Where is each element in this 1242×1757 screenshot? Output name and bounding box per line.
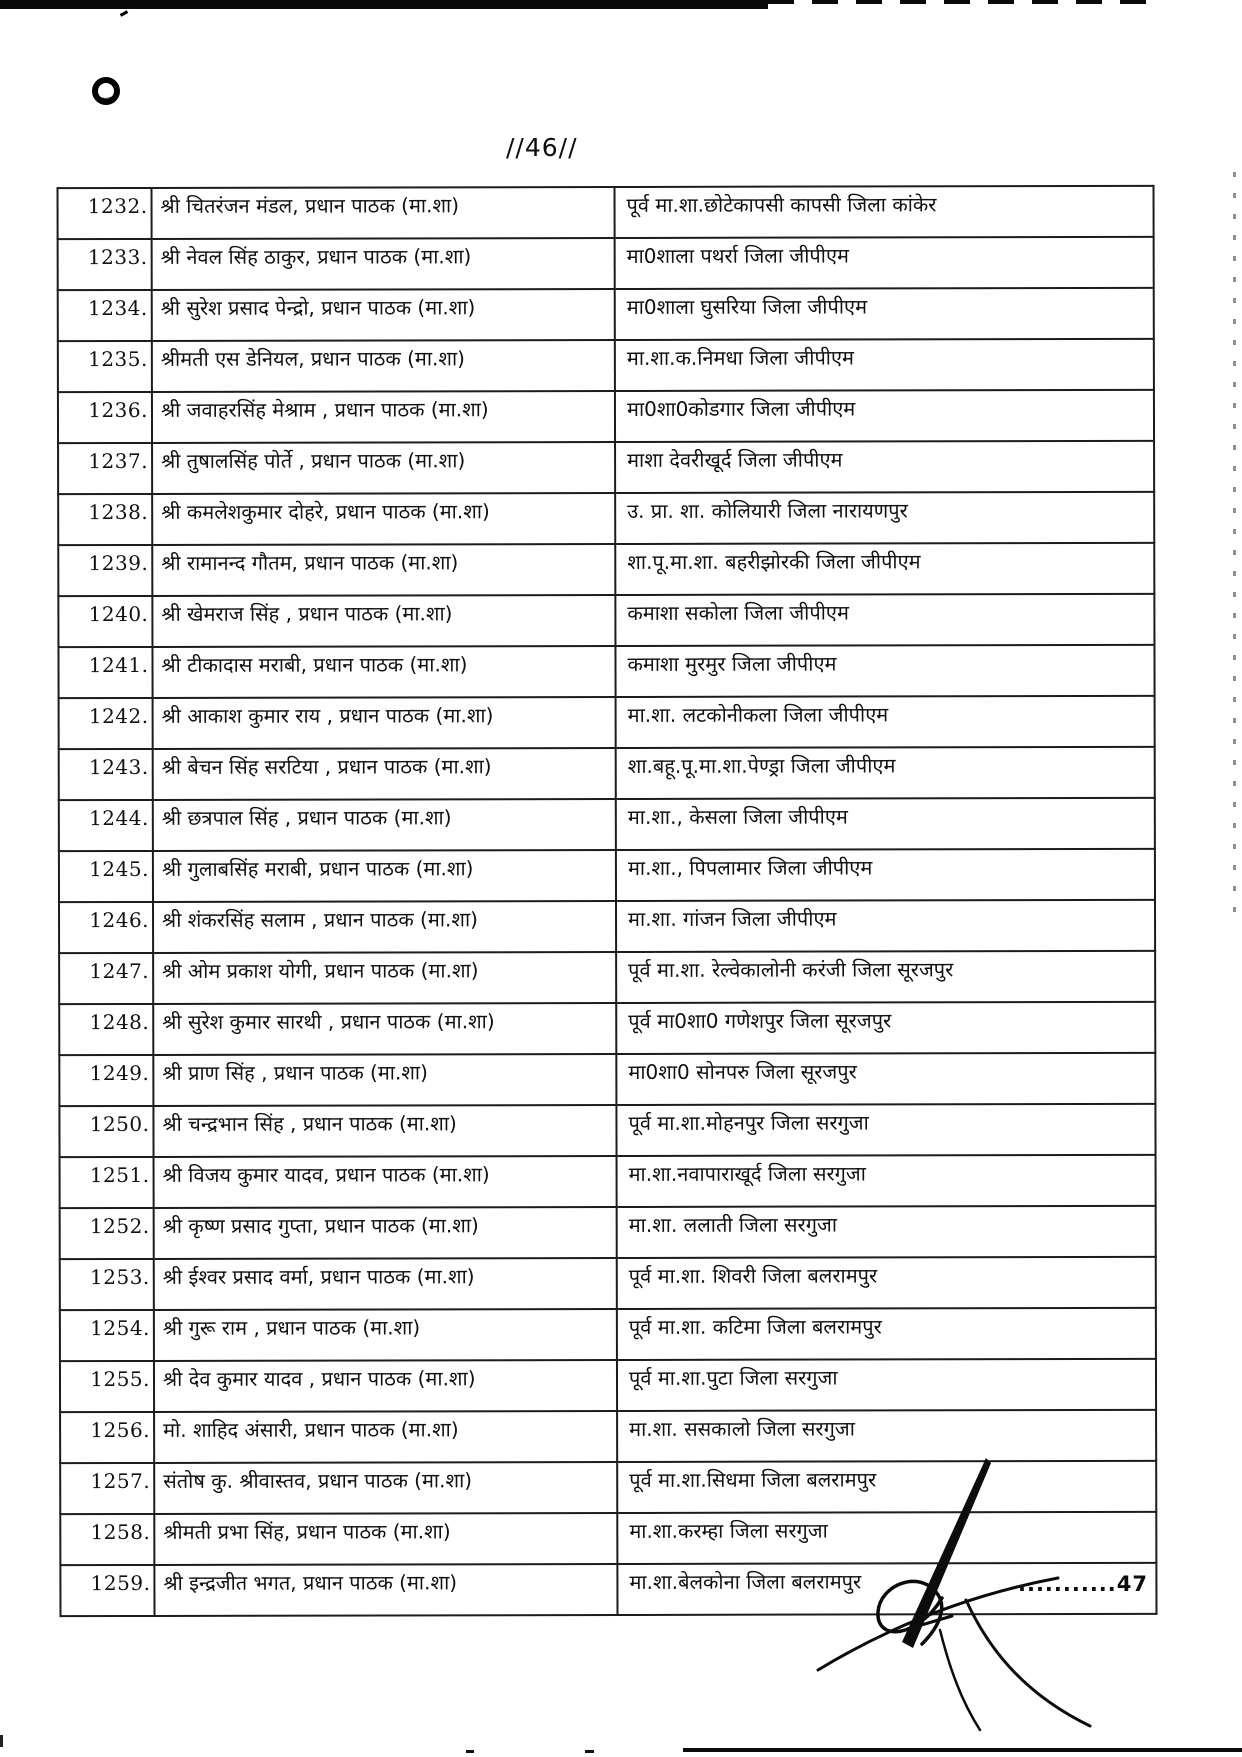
serial-cell: 1241. xyxy=(58,647,152,698)
scan-artifact-right-edge xyxy=(1233,172,1236,912)
table-row xyxy=(60,1257,1156,1310)
table-row xyxy=(58,594,1154,647)
name-cell: श्री प्राण सिंह , प्रधान पाठक (मा.शा) xyxy=(153,1054,616,1106)
serial-cell: 1244. xyxy=(59,800,153,851)
name-cell: श्री रामानन्द गौतम, प्रधान पाठक (मा.शा) xyxy=(152,544,615,596)
name-cell: श्री देव कुमार यादव , प्रधान पाठक (मा.शा) xyxy=(154,1360,617,1412)
serial-cell: 1245. xyxy=(59,851,153,902)
page-number-header: //46// xyxy=(506,133,578,162)
serial-cell: 1256. xyxy=(60,1412,154,1463)
serial-cell: 1257. xyxy=(60,1463,154,1514)
serial-cell: 1249. xyxy=(59,1055,153,1106)
school-cell: मा.शा. गांजन जिला जीपीएम xyxy=(616,900,1155,952)
table-row xyxy=(58,390,1154,443)
table-row xyxy=(58,339,1154,392)
scan-artifact-tick xyxy=(120,10,128,16)
table-row xyxy=(59,1002,1155,1055)
school-cell: मा.शा. ललाती जिला सरगुजा xyxy=(617,1206,1156,1258)
table-row xyxy=(60,1206,1156,1259)
name-cell: श्री इन्द्रजीत भगत, प्रधान पाठक (मा.शा) xyxy=(154,1564,617,1616)
school-cell: पूर्व मा.शा.पुटा जिला सरगुजा xyxy=(617,1359,1156,1411)
scan-artifact-dot xyxy=(466,1750,474,1753)
school-cell: पूर्व मा0शा0 गणेशपुर जिला सूरजपुर xyxy=(616,1002,1155,1054)
table-row xyxy=(58,288,1154,341)
name-cell: श्री चितरंजन मंडल, प्रधान पाठक (मा.शा) xyxy=(152,187,615,239)
school-cell: पूर्व मा.शा.मोहनपुर जिला सरगुजा xyxy=(616,1104,1155,1156)
table-row xyxy=(58,645,1154,698)
scan-artifact-top-dashes xyxy=(768,0,1148,4)
school-cell: कमाशा मुरमुर जिला जीपीएम xyxy=(615,645,1154,697)
school-cell: मा0शा0कोडगार जिला जीपीएम xyxy=(615,390,1154,442)
serial-cell: 1233. xyxy=(58,239,152,290)
scan-artifact-dot xyxy=(585,1750,594,1753)
name-cell: श्रीमती एस डेनियल, प्रधान पाठक (मा.शा) xyxy=(152,340,615,392)
school-cell: मा0शा0 सोनपरु जिला सूरजपुर xyxy=(616,1053,1155,1105)
continuation-pager: ...........47 xyxy=(1018,1572,1148,1596)
name-cell: श्री छत्रपाल सिंह , प्रधान पाठक (मा.शा) xyxy=(153,799,616,851)
school-cell: मा.शा.बेलकोना जिला बलरामपुर xyxy=(617,1563,1156,1615)
serial-cell: 1238. xyxy=(58,494,152,545)
scan-artifact-bottom-line xyxy=(683,1748,1242,1752)
name-cell: श्री गुलाबसिंह मराबी, प्रधान पाठक (मा.शा) xyxy=(153,850,616,902)
name-cell: श्री टीकादास मराबी, प्रधान पाठक (मा.शा) xyxy=(152,646,615,698)
name-cell: श्री नेवल सिंह ठाकुर, प्रधान पाठक (मा.शा) xyxy=(152,238,615,290)
serial-cell: 1234. xyxy=(58,290,152,341)
school-cell: माशा देवरीखूर्द जिला जीपीएम xyxy=(615,441,1154,493)
table-row xyxy=(59,747,1155,800)
table-row xyxy=(58,441,1154,494)
school-cell: मा.शा. ससकालो जिला सरगुजा xyxy=(617,1410,1156,1462)
name-cell: श्री विजय कुमार यादव, प्रधान पाठक (मा.शा) xyxy=(154,1156,617,1208)
table-row xyxy=(58,186,1154,239)
name-cell: श्री आकाश कुमार राय , प्रधान पाठक (मा.शा) xyxy=(153,697,616,749)
name-cell: श्री जवाहरसिंह मेश्राम , प्रधान पाठक (मा.शा) xyxy=(152,391,615,443)
school-cell: मा.शा.क.निमधा जिला जीपीएम xyxy=(615,339,1154,391)
table-row xyxy=(60,1155,1156,1208)
serial-cell: 1242. xyxy=(59,698,153,749)
table-row xyxy=(59,1104,1155,1157)
serial-cell: 1243. xyxy=(59,749,153,800)
serial-cell: 1248. xyxy=(59,1004,153,1055)
name-cell: श्री कमलेशकुमार दोहरे, प्रधान पाठक (मा.शा) xyxy=(152,493,615,545)
table-row xyxy=(59,900,1155,953)
school-cell: मा.शा.करम्हा जिला सरगुजा xyxy=(617,1512,1156,1564)
table-row xyxy=(60,1359,1156,1412)
school-cell: पूर्व मा.शा. शिवरी जिला बलरामपुर xyxy=(617,1257,1156,1309)
school-cell: उ. प्रा. शा. कोलियारी जिला नारायणपुर xyxy=(615,492,1154,544)
name-cell: श्री चन्द्रभान सिंह , प्रधान पाठक (मा.शा) xyxy=(153,1105,616,1157)
table-row xyxy=(59,849,1155,902)
school-cell: मा.शा., पिपलामार जिला जीपीएम xyxy=(616,849,1155,901)
school-cell: मा0शाला घुसरिया जिला जीपीएम xyxy=(615,288,1154,340)
school-cell: शा.बहू.पू.मा.शा.पेण्ड्रा जिला जीपीएम xyxy=(616,747,1155,799)
serial-cell: 1259. xyxy=(60,1565,154,1616)
serial-cell: 1235. xyxy=(58,341,152,392)
scan-artifact-top-band xyxy=(0,0,768,9)
name-cell: श्री कृष्ण प्रसाद गुप्ता, प्रधान पाठक (मा.शा) xyxy=(154,1207,617,1259)
scan-artifact-nick xyxy=(0,1735,3,1747)
name-cell: मो. शाहिद अंसारी, प्रधान पाठक (मा.शा) xyxy=(154,1411,617,1463)
table-row xyxy=(59,1053,1155,1106)
serial-cell: 1258. xyxy=(60,1514,154,1565)
name-cell: श्री ईश्वर प्रसाद वर्मा, प्रधान पाठक (मा.शा) xyxy=(154,1258,617,1310)
serial-cell: 1247. xyxy=(59,953,153,1004)
school-cell: कमाशा सकोला जिला जीपीएम xyxy=(615,594,1154,646)
name-cell: श्री सुरेश प्रसाद पेन्द्रो, प्रधान पाठक (मा.शा) xyxy=(152,289,615,341)
serial-cell: 1250. xyxy=(59,1106,153,1157)
name-cell: श्रीमती प्रभा सिंह, प्रधान पाठक (मा.शा) xyxy=(154,1513,617,1565)
school-cell: मा.शा.नवापाराखूर्द जिला सरगुजा xyxy=(617,1155,1156,1207)
serial-cell: 1255. xyxy=(60,1361,154,1412)
school-cell: मा.शा. लटकोनीकला जिला जीपीएम xyxy=(616,696,1155,748)
name-cell: श्री ओम प्रकाश योगी, प्रधान पाठक (मा.शा) xyxy=(153,952,616,1004)
school-cell: पूर्व मा.शा. कटिमा जिला बलरामपुर xyxy=(617,1308,1156,1360)
hole-punch-icon xyxy=(90,76,124,110)
serial-cell: 1237. xyxy=(58,443,152,494)
serial-cell: 1254. xyxy=(60,1310,154,1361)
school-cell: पूर्व मा.शा.छोटेकापसी कापसी जिला कांकेर xyxy=(615,186,1154,238)
school-cell: मा.शा., केसला जिला जीपीएम xyxy=(616,798,1155,850)
name-cell: श्री तुषालसिंह पोर्ते , प्रधान पाठक (मा.शा) xyxy=(152,442,615,494)
school-cell: मा0शाला पथर्रा जिला जीपीएम xyxy=(615,237,1154,289)
table-row xyxy=(60,1308,1156,1361)
serial-cell: 1251. xyxy=(60,1157,154,1208)
name-cell: श्री खेमराज सिंह , प्रधान पाठक (मा.शा) xyxy=(152,595,615,647)
table-row xyxy=(59,696,1155,749)
name-cell: श्री सुरेश कुमार सारथी , प्रधान पाठक (मा.शा) xyxy=(153,1003,616,1055)
school-cell: पूर्व मा.शा. रेल्वेकालोनी करंजी जिला सूरजपुर xyxy=(616,951,1155,1003)
name-cell: संतोष कु. श्रीवास्तव, प्रधान पाठक (मा.शा) xyxy=(154,1462,617,1514)
school-cell: शा.पू.मा.शा. बहरीझोरकी जिला जीपीएम xyxy=(615,543,1154,595)
serial-cell: 1239. xyxy=(58,545,152,596)
serial-cell: 1246. xyxy=(59,902,153,953)
roster-table xyxy=(57,185,1158,1617)
name-cell: श्री बेचन सिंह सरटिया , प्रधान पाठक (मा.शा) xyxy=(153,748,616,800)
table-row xyxy=(58,543,1154,596)
roster-table-body xyxy=(58,186,1157,1616)
table-row xyxy=(59,951,1155,1004)
serial-cell: 1236. xyxy=(58,392,152,443)
school-cell: पूर्व मा.शा.सिधमा जिला बलरामपुर xyxy=(617,1461,1156,1513)
table-row xyxy=(58,492,1154,545)
serial-cell: 1240. xyxy=(58,596,152,647)
name-cell: श्री शंकरसिंह सलाम , प्रधान पाठक (मा.शा) xyxy=(153,901,616,953)
table-row xyxy=(58,237,1154,290)
table-row xyxy=(59,798,1155,851)
serial-cell: 1232. xyxy=(58,188,152,239)
serial-cell: 1253. xyxy=(60,1259,154,1310)
serial-cell: 1252. xyxy=(60,1208,154,1259)
name-cell: श्री गुरू राम , प्रधान पाठक (मा.शा) xyxy=(154,1309,617,1361)
